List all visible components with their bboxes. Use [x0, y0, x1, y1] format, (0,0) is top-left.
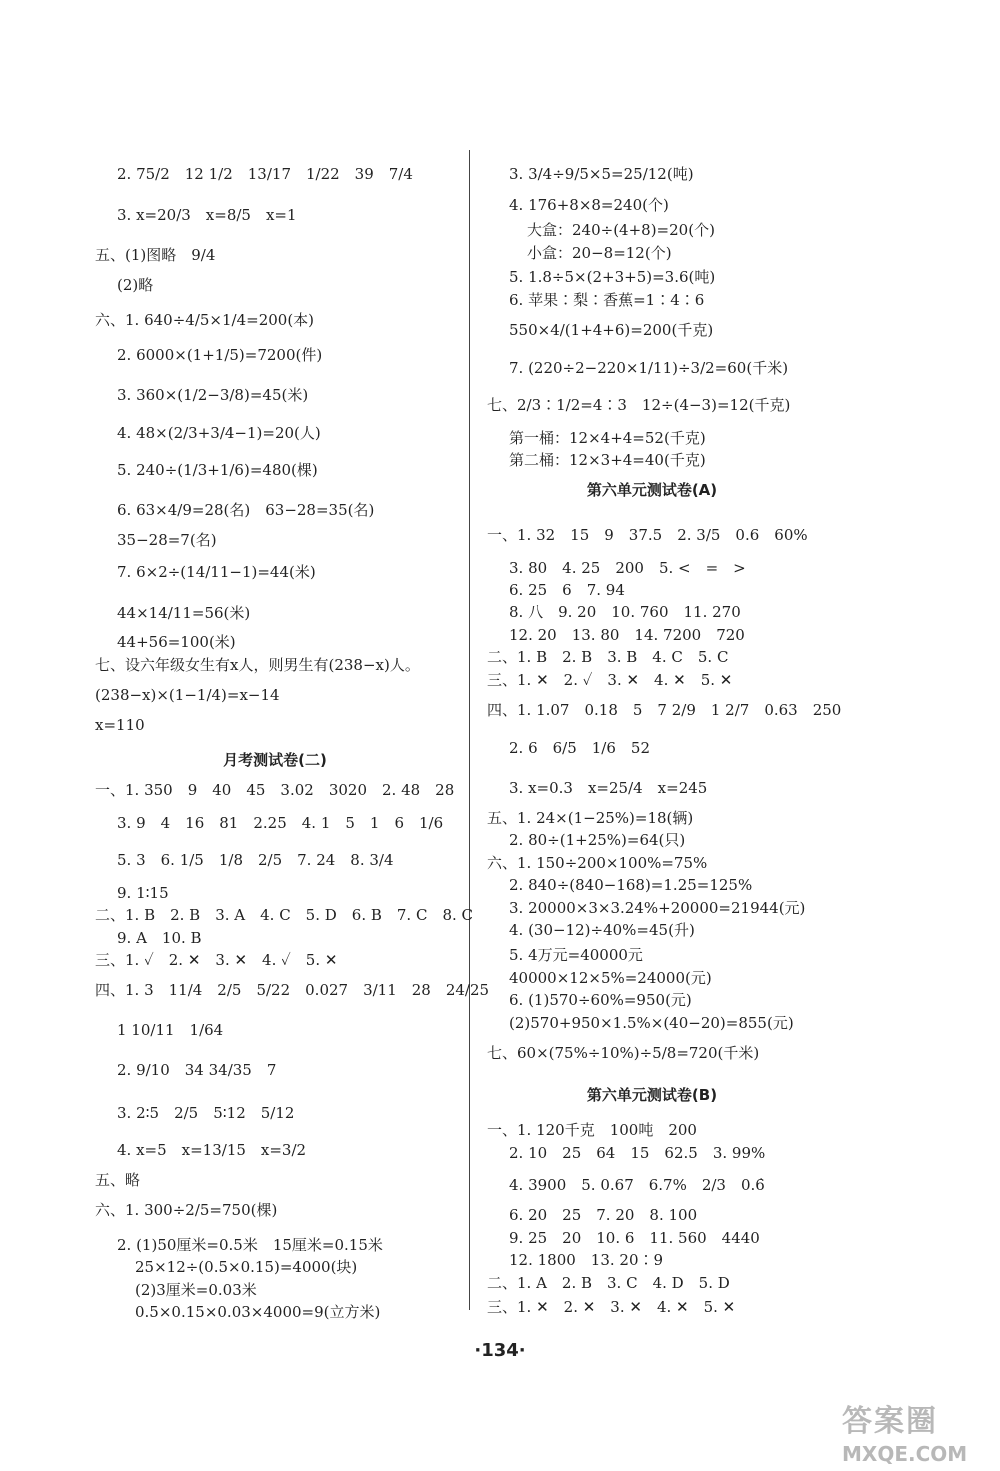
answer-line: 2. 80÷(1+25%)=64(只) — [509, 831, 686, 849]
answer-line: 7. (220÷2−220×1/11)÷3/2=60(千米) — [509, 359, 789, 377]
answer-line: 0.5×0.15×0.03×4000=9(立方米) — [135, 1303, 381, 1321]
answer-line: 大盒：240÷(4+8)=20(个) — [527, 221, 715, 239]
answer-line: (2)3厘米=0.03米 — [135, 1281, 257, 1299]
answer-line: 9. 1∶15 — [117, 884, 169, 902]
answer-line: 5. 3 6. 1/5 1/8 2/5 7. 24 8. 3/4 — [117, 851, 394, 869]
answer-line: 第一桶：12×4+4=52(千克) — [509, 429, 706, 447]
answer-line: 2. 6000×(1+1/5)=7200(件) — [117, 346, 323, 364]
answer-line: 一、1. 350 9 40 45 3.02 3020 2. 48 28 — [95, 781, 455, 799]
answer-line: 六、1. 300÷2/5=750(棵) — [95, 1201, 278, 1219]
answer-line: 3. 80 4. 25 200 5. < = > — [509, 559, 746, 577]
answer-line: 40000×12×5%=24000(元) — [509, 969, 712, 987]
answer-line: 3. 2∶5 2/5 5∶12 5/12 — [117, 1104, 295, 1122]
answer-line: 25×12÷(0.5×0.15)=4000(块) — [135, 1258, 358, 1276]
answer-line: 2. 75/2 12 1/2 13/17 1/22 39 7/4 — [117, 165, 413, 183]
answer-line: 七、设六年级女生有x人，则男生有(238−x)人。 — [95, 656, 420, 674]
watermark-text: 答案圈 — [842, 1404, 938, 1439]
answer-line: x=110 — [95, 716, 145, 734]
answer-line: 3. x=0.3 x=25/4 x=245 — [509, 779, 708, 797]
answer-line: 5. 1.8÷5×(2+3+5)=3.6(吨) — [509, 268, 716, 286]
column-divider — [469, 150, 470, 1310]
answer-line: 五、1. 24×(1−25%)=18(辆) — [487, 809, 694, 827]
section-heading: 月考测试卷(二) — [223, 751, 327, 769]
answer-line: 五、略 — [95, 1171, 141, 1189]
answer-line: 3. x=20/3 x=8/5 x=1 — [117, 206, 297, 224]
answer-line: 550×4/(1+4+6)=200(千克) — [509, 321, 714, 339]
answer-line: 5. 240÷(1/3+1/6)=480(棵) — [117, 461, 318, 479]
answer-line: 2. 10 25 64 15 62.5 3. 99% — [509, 1144, 766, 1162]
watermark-logo — [842, 1396, 992, 1466]
answer-line: 7. 6×2÷(14/11−1)=44(米) — [117, 563, 316, 581]
answer-line: 三、1. ✕ 2. ✕ 3. ✕ 4. ✕ 5. ✕ — [487, 1298, 736, 1316]
answer-line: 4. x=5 x=13/15 x=3/2 — [117, 1141, 307, 1159]
answer-line: 六、1. 150÷200×100%=75% — [487, 854, 708, 872]
answer-line: 二、1. A 2. B 3. C 4. D 5. D — [487, 1274, 730, 1292]
answer-line: 2. 9/10 34 34/35 7 — [117, 1061, 277, 1079]
answer-line: 4. 176+8×8=240(个) — [509, 196, 669, 214]
answer-line: 3. 9 4 16 81 2.25 4. 1 5 1 6 1/6 — [117, 814, 444, 832]
answer-line: 1 10/11 1/64 — [117, 1021, 224, 1039]
answer-line: (238−x)×(1−1/4)=x−14 — [95, 686, 280, 704]
answer-line: 12. 1800 13. 20∶9 — [509, 1251, 664, 1269]
answer-line: 9. 25 20 10. 6 11. 560 4440 — [509, 1229, 760, 1247]
answer-line: 二、1. B 2. B 3. A 4. C 5. D 6. B 7. C 8. C — [95, 906, 473, 924]
section-heading: 第六单元测试卷(B) — [586, 1086, 718, 1104]
answer-line: 七、60×(75%÷10%)÷5/8=720(千米) — [487, 1044, 760, 1062]
answer-line: 9. A 10. B — [117, 929, 202, 947]
answer-line: 一、1. 120千克 100吨 200 — [487, 1121, 697, 1139]
answer-line: (2)略 — [117, 276, 154, 294]
answer-line: 8. 八 9. 20 10. 760 11. 270 — [509, 603, 741, 621]
answer-line: 二、1. B 2. B 3. B 4. C 5. C — [487, 648, 729, 666]
answer-line: 4. (30−12)÷40%=45(升) — [509, 921, 695, 939]
answer-line: 6. (1)570÷60%=950(元) — [509, 991, 692, 1009]
answer-line: 第二桶：12×3+4=40(千克) — [509, 451, 706, 469]
answer-line: 6. 63×4/9=28(名) 63−28=35(名) — [117, 501, 375, 519]
answer-line: 2. (1)50厘米=0.5米 15厘米=0.15米 — [117, 1236, 383, 1254]
watermark-url: MXQE.COM — [842, 1442, 968, 1466]
answer-line: 44×14/11=56(米) — [117, 604, 251, 622]
answer-line: 2. 6 6/5 1/6 52 — [509, 739, 650, 757]
answer-line: 小盒：20−8=12(个) — [527, 244, 672, 262]
answer-line: 4. 48×(2/3+3/4−1)=20(人) — [117, 424, 321, 442]
answer-line: (2)570+950×1.5%×(40−20)=855(元) — [509, 1014, 794, 1032]
page-number: ·134· — [474, 1340, 526, 1361]
answer-line: 一、1. 32 15 9 37.5 2. 3/5 0.6 60% — [487, 526, 808, 544]
answer-line: 3. 20000×3×3.24%+20000=21944(元) — [509, 899, 806, 917]
answer-line: 3. 360×(1/2−3/8)=45(米) — [117, 386, 309, 404]
answer-line: 35−28=7(名) — [117, 531, 217, 549]
answer-line: 44+56=100(米) — [117, 633, 236, 651]
answer-line: 四、1. 3 11/4 2/5 5/22 0.027 3/11 28 24/25 — [95, 981, 490, 999]
answer-line: 七、2/3∶1/2=4∶3 12÷(4−3)=12(千克) — [487, 396, 791, 414]
answer-line: 3. 3/4÷9/5×5=25/12(吨) — [509, 165, 694, 183]
answer-line: 五、(1)图略 9/4 — [95, 246, 216, 264]
answer-line: 三、1. ✓ 2. ✕ 3. ✕ 4. ✓ 5. ✕ — [95, 951, 338, 969]
section-heading: 第六单元测试卷(A) — [586, 481, 718, 499]
answer-line: 6. 20 25 7. 20 8. 100 — [509, 1206, 698, 1224]
answer-line: 6. 苹果∶梨∶香蕉=1∶4∶6 — [509, 291, 705, 309]
answer-line: 六、1. 640÷4/5×1/4=200(本) — [95, 311, 315, 329]
answer-line: 12. 20 13. 80 14. 7200 720 — [509, 626, 745, 644]
answer-line: 三、1. ✕ 2. ✓ 3. ✕ 4. ✕ 5. ✕ — [487, 671, 733, 689]
answer-line: 4. 3900 5. 0.67 6.7% 2/3 0.6̇ — [509, 1176, 765, 1194]
answer-line: 四、1. 1.07 0.18 5 7 2/9 1 2/7 0.63 250 — [487, 701, 842, 719]
answer-line: 6. 25 6 7. 94 — [509, 581, 625, 599]
answer-line: 5. 4万元=40000元 — [509, 946, 643, 964]
answer-line: 2. 840÷(840−168)=1.25=125% — [509, 876, 753, 894]
